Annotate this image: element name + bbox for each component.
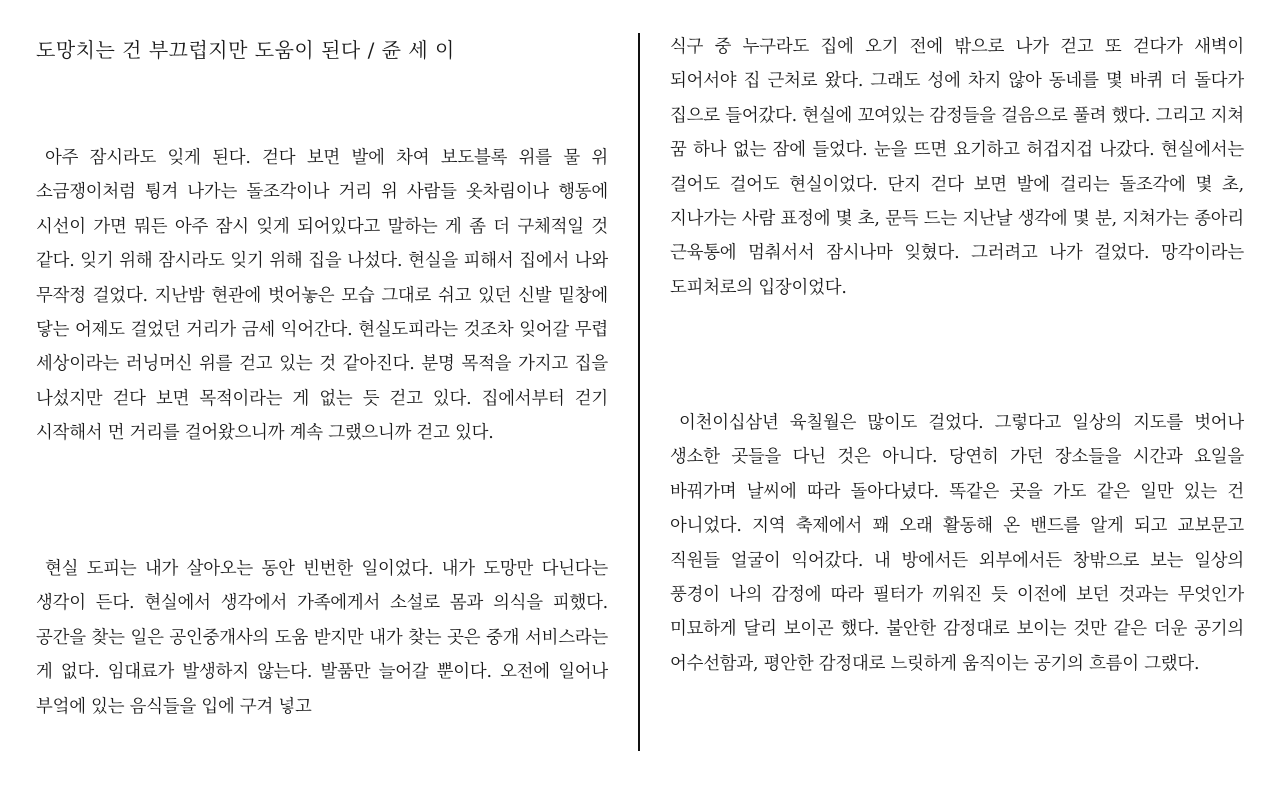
paragraph-forgetting-walk: 아주 잠시라도 잊게 된다. 걷다 보면 발에 차여 보도블록 위를 물 위 소금쟁이처럼 튕겨 나가는 돌조각이나 거리 위 사람들 옷차림이나 행동에 시선이 가면 뭐든 아주 잠시 잊게 되어있다고 말하는 게 좀 더 구체적일 것 같다. 잊기 위해 잠시라도 잊기 위해 집을 나섰다. 현실을 피해서 집에서 나와 무작정 걸었다. 지난밤 현관에 벗어놓은 모습 그대로 쉬고 있던 신발 밑창에 닿는 어제도 걸었던 거리가 금세 익어간다. 현실도피라는 것조차 잊어갈 무렵 세상이라는 러닝머신 위를 걷고 있는 것 같아진다. 분명 목적을 가지고 집을 나섰지만 걷다 보면 목적이라는 게 없는 듯 걷고 있다. 집에서부터 걷기 시작해서 먼 거리를 걸어왔으니까 계속 그랬으니까 걷고 있다. <box>36 148 608 444</box>
column-divider <box>638 33 640 751</box>
paragraph-summer-2023: 이천이십삼년 육칠월은 많이도 걸었다. 그렇다고 일상의 지도를 벗어나 생소한 곳들을 다닌 것은 아니다. 당연히 가던 장소들을 시간과 요일을 바꿔가며 날씨에 따라 돌아다녔다. 똑같은 곳을 가도 같은 일만 있는 건 아니었다. 지역 축제에서 꽤 오래 활동해 온 밴드를 알게 되고 교보문고 직원들 얼굴이 익어갔다. 내 방에서든 외부에서든 창밖으로 보는 일상의 풍경이 나의 감정에 따라 필터가 끼워진 듯 이전에 보던 것과는 무엇인가 미묘하게 달리 보이곤 했다. 불안한 감정대로 보이는 것만 같은 더운 공기의 어수선함과, 평안한 감정대로 느릿하게 움직이는 공기의 흐름이 그랬다. <box>670 413 1244 674</box>
document-title: 도망치는 건 부끄럽지만 도움이 된다 / 쥰 세 이 <box>36 38 455 62</box>
paragraph-reality-escape: 현실 도피는 내가 살아오는 동안 빈번한 일이었다. 내가 도망만 다닌다는 생각이 든다. 현실에서 생각에서 가족에게서 소설로 몸과 의식을 피했다. 공간을 찾는 일은 공인중개사의 도움 받지만 내가 찾는 곳은 중개 서비스라는 게 없다. 임대료가 발생하지 않는다. 발품만 늘어갈 뿐이다. 오전에 일어나 부엌에 있는 음식들을 입에 구겨 넣고 <box>36 559 608 717</box>
paragraph-night-walks: 식구 중 누구라도 집에 오기 전에 밖으로 나가 걷고 또 걷다가 새벽이 되어서야 집 근처로 왔다. 그래도 성에 차지 않아 동네를 몇 바퀴 더 돌다가 집으로 들어갔다. 현실에 꼬여있는 감정들을 걸음으로 풀려 했다. 그리고 지쳐 꿈 하나 없는 잠에 들었다. 눈을 뜨면 요기하고 허겁지겁 나갔다. 현실에서는 걸어도 걸어도 현실이었다. 단지 걷다 보면 발에 걸리는 돌조각에 몇 초, 지나가는 사람 표정에 몇 초, 문득 드는 지난날 생각에 몇 분, 지쳐가는 종아리 근육통에 멈춰서서 잠시나마 잊혔다. 그러려고 나가 걸었다. 망각이라는 도피처로의 입장이었다. <box>670 37 1244 298</box>
